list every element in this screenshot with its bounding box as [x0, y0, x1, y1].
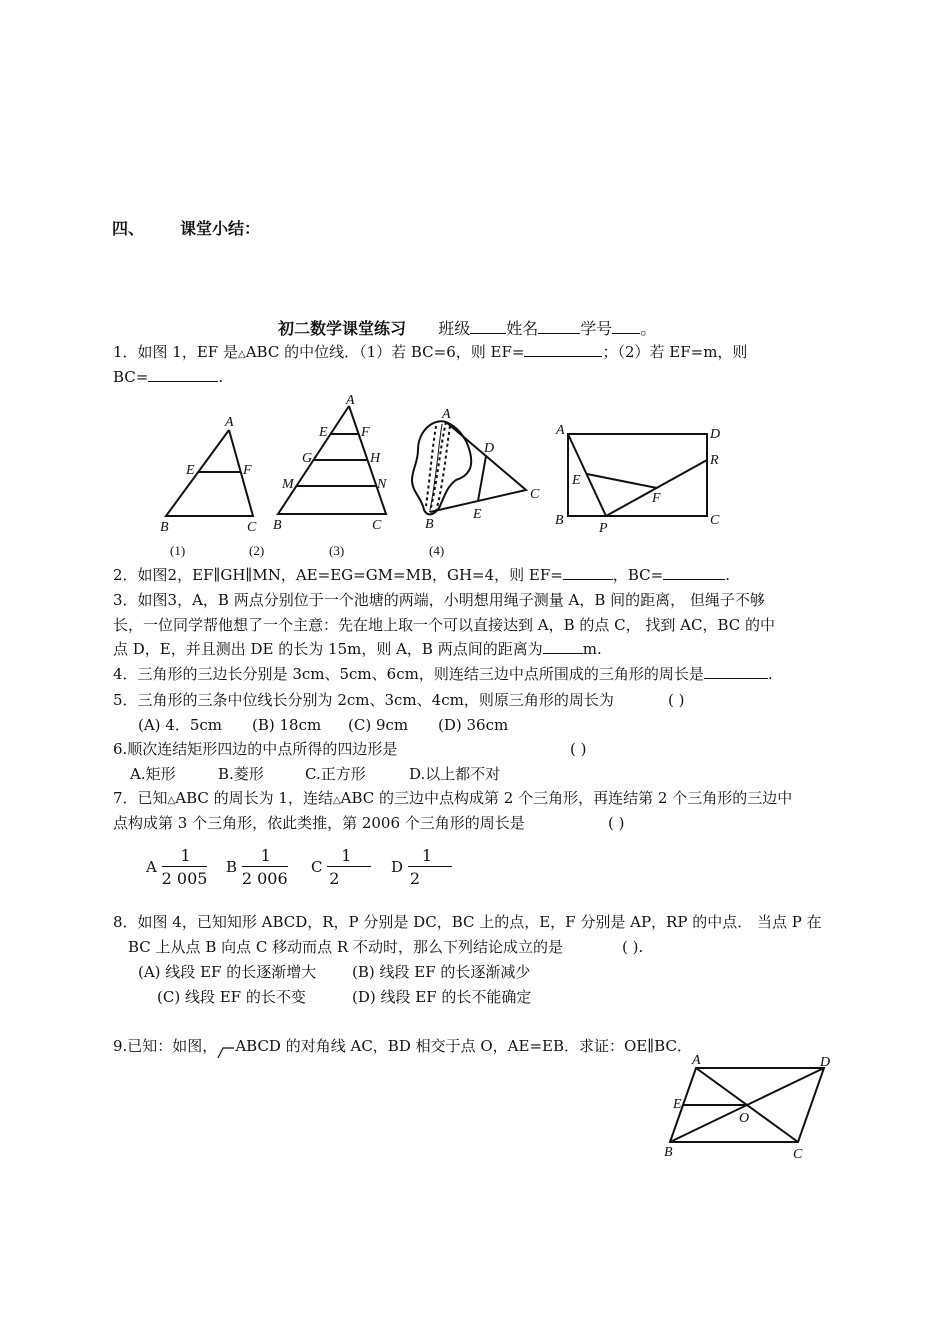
q1-text-e: . [218, 368, 224, 386]
q7-option-b-den: 2 006 [241, 869, 288, 888]
q4-text-a: 4．三角形的三边长分别是 3cm、5cm、6cm，则连结三边中点所围成的三角形的周长是 [113, 665, 704, 683]
q4-text-b: . [767, 665, 773, 683]
q2-blank-bc[interactable] [663, 565, 725, 580]
fig4-label-e: E [572, 473, 581, 488]
q6-option-b[interactable]: B.菱形 [218, 765, 264, 783]
q7-option-c-den: 2 [329, 869, 340, 888]
q7-option-d-den: 2 [409, 869, 420, 888]
q2-text-b: ，BC= [612, 566, 664, 584]
q1-line2 [113, 365, 223, 389]
fig2-label-e: E [319, 425, 328, 440]
q2 [113, 563, 730, 587]
q7-option-a-fraction [162, 846, 208, 888]
figure-4-rectangle [568, 434, 707, 516]
q5-paren[interactable]: ( ) [668, 691, 685, 709]
q3-line2: 长，一位同学帮他想了一个主意：先在地上取一个可以直接达到 A，B 的点 C， 找到 AC，BC 的中 [113, 616, 776, 634]
q8-option-c[interactable]: (C) 线段 EF 的长不变 [157, 988, 306, 1006]
q1-blank-ef[interactable] [524, 342, 602, 357]
figures-1-4 [150, 388, 750, 568]
q5-option-b[interactable]: (B) 18cm [252, 716, 322, 734]
q3-text-a: 点 D，E，并且测出 DE 的长为 15m，则 A，B 两点间的距离为 [113, 640, 543, 658]
q5-option-d[interactable]: (D) 36cm [438, 716, 509, 734]
triangle-symbol: △ [167, 795, 176, 806]
fig1-label-c: C [247, 520, 257, 535]
fig4-label-d: D [710, 427, 721, 442]
q9-label-b: B [664, 1145, 673, 1160]
q9-parallelogram-figure [660, 1052, 840, 1162]
id-blank[interactable] [612, 319, 640, 334]
fig3-label-b: B [425, 517, 434, 532]
q1-text-d: BC= [113, 368, 149, 386]
q5-option-c[interactable]: (C) 9cm [348, 716, 409, 734]
q7-option-a-num: 1 [162, 846, 208, 867]
q7-option-b-letter: B [226, 858, 238, 876]
fig-caption-2: (2) [249, 543, 265, 558]
q9-label-c: C [793, 1147, 803, 1162]
fig4-label-r: R [710, 453, 719, 468]
q6-option-d[interactable]: D.以上都不对 [409, 765, 501, 783]
q3-line1: 3．如图3，A，B 两点分别位于一个池塘的两端，小明想用绳子测量 A，B 间的距离， 但绳子不够 [113, 591, 765, 609]
fig1-label-f: F [243, 463, 252, 478]
name-label: 姓名 [506, 319, 539, 338]
fig3-label-c: C [530, 487, 540, 502]
fig1-label-e: E [186, 463, 195, 478]
q2-text-c: . [725, 566, 731, 584]
q8-option-d[interactable]: (D) 线段 EF 的长不能确定 [352, 988, 532, 1006]
fig4-label-a: A [556, 423, 565, 438]
fig2-label-c: C [372, 518, 382, 533]
figure-1-triangle [166, 430, 253, 516]
fig-caption-1: (1) [170, 543, 186, 558]
q1-blank-bc[interactable] [148, 367, 218, 382]
q2-blank-ef[interactable] [563, 565, 613, 580]
q5-text: 5．三角形的三条中位线长分别为 2cm、3cm、4cm，则原三角形的周长为 [113, 691, 614, 709]
q8-option-b[interactable]: (B) 线段 EF 的长逐渐减少 [352, 963, 531, 981]
fig3-label-a: A [442, 407, 451, 422]
q7-option-d-num: 1 [408, 846, 452, 867]
triangle-symbol: △ [332, 795, 341, 806]
q7-option-d-fraction [408, 846, 452, 888]
q1-text-c: ；（2）若 EF=m，则 [602, 343, 748, 361]
fig4-label-p: P [599, 521, 608, 536]
fig3-label-d: D [484, 441, 495, 456]
fig-caption-4: (4) [429, 543, 445, 558]
fig2-label-a: A [346, 393, 355, 408]
q9-label-o: O [739, 1111, 750, 1126]
q9-text-b: ABCD 的对角线 AC，BD 相交于点 O，AE=EB．求证：OE∥BC． [235, 1037, 692, 1055]
q7-paren[interactable]: ( ) [608, 814, 625, 832]
q8-paren[interactable]: ( ). [622, 938, 644, 956]
q8-line2: BC 上从点 B 向点 C 移动而点 R 不动时，那么下列结论成立的是 [128, 938, 563, 956]
q9-text-a: 9.已知：如图， [113, 1037, 218, 1055]
q7-option-b-fraction [242, 846, 288, 888]
q7-option-d-letter: D [391, 858, 404, 876]
q6-paren[interactable]: ( ) [570, 740, 587, 758]
q6-option-c[interactable]: C.正方形 [305, 765, 366, 783]
exercise-title: 初二数学课堂练习 [278, 319, 407, 338]
q7-line2: 点构成第 3 个三角形，依此类推，第 2006 个三角形的周长是 [113, 814, 525, 832]
q9-label-a: A [692, 1053, 701, 1068]
q3-blank[interactable] [543, 639, 583, 654]
q9 [113, 1034, 692, 1058]
q7-text-b: ABC 的周长为 1，连结 [175, 789, 333, 807]
fig2-label-n: N [377, 477, 387, 492]
q4 [113, 662, 773, 686]
q7-line1 [113, 786, 792, 813]
fig4-label-f: F [652, 491, 661, 506]
q7-option-c[interactable] [311, 846, 371, 888]
q8-line1: 8．如图 4，已知知形 ABCD，R，P 分别是 DC，BC 上的点，E，F 分别是 AP，RP 的中点． 当点 P 在 [113, 913, 822, 931]
q6-text: 6.顺次连结矩形四边的中点所得的四边形是 [113, 740, 398, 758]
q1-text-a: 1．如图 1，EF 是 [113, 343, 238, 361]
q7-option-c-fraction [327, 846, 371, 888]
q4-blank[interactable] [704, 664, 768, 679]
q2-text-a: 2．如图2，EF∥GH∥MN，AE=EG=GM=MB，GH=4，则 EF= [113, 566, 563, 584]
exercise-header [278, 316, 656, 339]
q3-line3 [113, 637, 602, 661]
q7-option-a-den: 2 005 [161, 869, 208, 888]
q7-option-a-letter: A [146, 858, 157, 876]
figure-3-pond [412, 421, 526, 514]
q7-text-c: ABC 的三边中点构成第 2 个三角形，再连结第 2 个三角形的三边中 [340, 789, 793, 807]
triangle-symbol: △ [237, 349, 246, 360]
class-blank[interactable] [470, 319, 506, 334]
q3-text-b: m. [582, 640, 602, 658]
fig2-label-g: G [302, 451, 313, 466]
fig1-label-a: A [225, 415, 234, 430]
q7-option-c-letter: C [311, 858, 323, 876]
q9-label-e: E [673, 1097, 682, 1112]
fig4-label-c: C [710, 513, 720, 528]
fig2-label-h: H [370, 451, 381, 466]
q7-text-a: 7．已知 [113, 789, 168, 807]
q6-option-a[interactable]: A.矩形 [130, 765, 176, 783]
q5-option-a[interactable]: (A) 4．5cm [138, 716, 223, 734]
fig2-label-f: F [361, 425, 370, 440]
q7-option-a[interactable] [146, 846, 207, 888]
name-blank[interactable] [538, 319, 580, 334]
q9-parallelogram [670, 1068, 824, 1142]
fig4-label-b: B [555, 513, 564, 528]
fig1-label-b: B [160, 520, 169, 535]
q7-option-c-num: 1 [327, 846, 371, 867]
section-title: 课堂小结： [180, 219, 261, 238]
id-label: 学号 [580, 319, 613, 338]
header-end: 。 [640, 319, 657, 338]
parallelogram-icon [217, 1042, 235, 1052]
fig2-label-b: B [273, 518, 282, 533]
q7-option-d[interactable] [391, 846, 452, 888]
q8-option-a[interactable]: (A) 线段 EF 的长逐渐增大 [138, 963, 317, 981]
q7-option-b-num: 1 [242, 846, 288, 867]
q1-text-b: ABC 的中位线．（1）若 BC=6，则 EF= [245, 343, 525, 361]
section-number: 四、 [112, 219, 145, 238]
fig3-label-e: E [473, 507, 482, 522]
q9-label-d: D [820, 1055, 831, 1070]
class-label: 班级 [438, 319, 471, 338]
fig2-label-m: M [282, 477, 294, 492]
fig-caption-3: (3) [329, 543, 345, 558]
q1-line1 [113, 340, 747, 367]
q7-option-b[interactable] [226, 846, 288, 888]
